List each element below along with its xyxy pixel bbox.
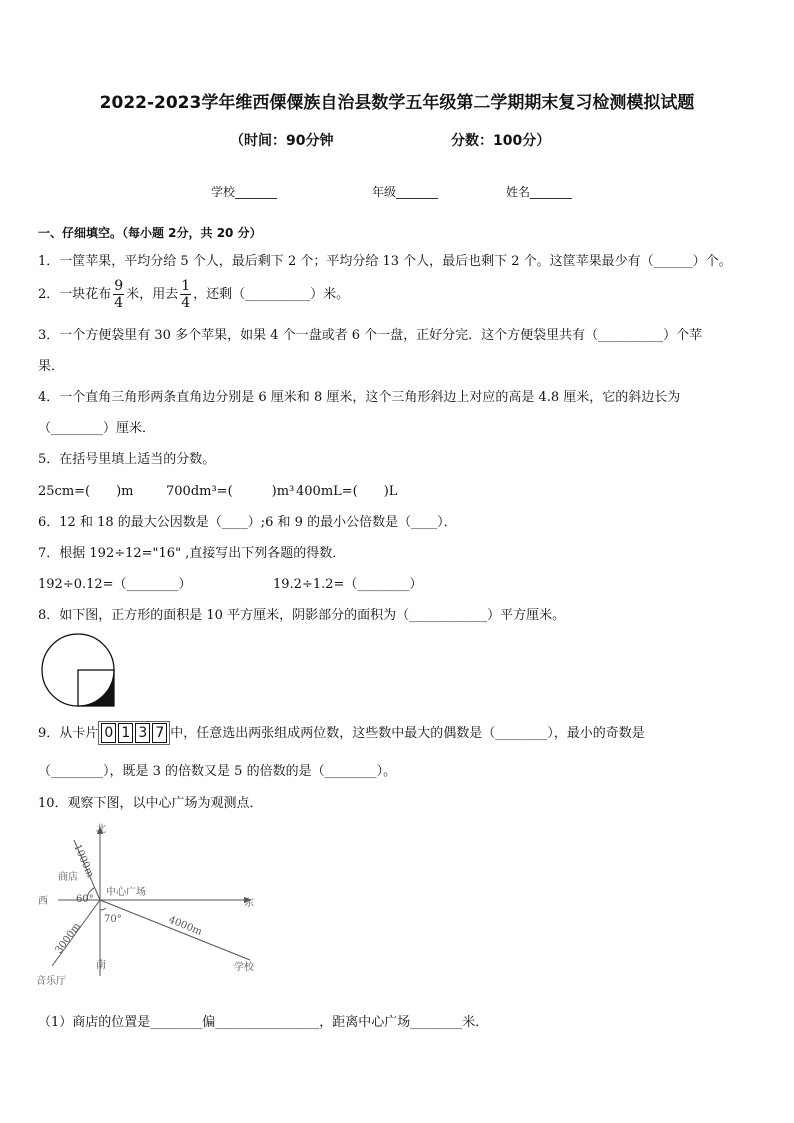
question-3-line1: 3．一个方便袋里有 30 多个苹果，如果 4 个一盘或者 6 个一盘，正好分完．这个方便袋里共有（__________）个苹 — [38, 328, 703, 343]
question-9-line1: 9．从卡片 0 1 3 7 中，任意选出两张组成两位数，这些数中最大的偶数是（________），最小的奇数是 — [38, 721, 645, 745]
south-label: 南 — [96, 960, 106, 971]
question-8: 8．如下图，正方形的面积是 10 平方厘米，阴影部分的面积为（____________）平方厘米。 — [38, 608, 566, 623]
q2-pre: 2．一块花布 — [38, 287, 112, 302]
question-1: 1．一筐苹果，平均分给 5 个人，最后剩下 2 个；平均分给 13 个人，最后也剩下 2 个。这筐苹果最少有（______）个。 — [38, 254, 732, 269]
angle-70: 70° — [104, 914, 122, 925]
direction-map — [28, 818, 278, 993]
question-6: 6．12 和 18 的最大公因数是（____）;6 和 9 的最小公倍数是（____）． — [38, 515, 457, 530]
question-10-part-1: （1）商店的位置是________偏________________，距离中心广场________米． — [38, 1015, 489, 1030]
card-0: 0 — [101, 723, 116, 743]
fraction-9-4: $\frac{9}{4}$ — [114, 278, 124, 311]
question-3-line2: 果． — [38, 359, 65, 374]
page-title: 2022-2023学年维西傈僳族自治县数学五年级第二学期期末复习检测模拟试题 — [99, 93, 695, 113]
q2-post: ，还剩（__________）米。 — [193, 287, 350, 302]
school-field: 学校_______ — [211, 185, 278, 199]
question-9-line2: （________），既是 3 的倍数又是 5 的倍数的是（________）。 — [38, 764, 397, 779]
center-label: 中心广场 — [106, 887, 146, 898]
distance-shop: 1000m — [71, 842, 96, 880]
q7-item-b: 19.2÷1.2=（________） — [273, 577, 423, 592]
exam-time: （时间：90分钟 — [230, 133, 334, 149]
q5-item-a: 25cm=( )m — [38, 484, 134, 499]
name-field: 姓名_______ — [506, 185, 573, 199]
angle-60: 60° — [76, 894, 94, 905]
exam-score: 分数：100分） — [451, 133, 551, 149]
grade-field: 年级_______ — [372, 185, 439, 199]
school-label: 学校 — [234, 962, 254, 973]
shop-label: 商店 — [58, 872, 78, 883]
east-label: 东 — [244, 898, 254, 909]
question-4-line2: （________）厘米． — [38, 421, 156, 436]
card-3: 3 — [135, 723, 150, 743]
q7-item-a: 192÷0.12=（________） — [38, 577, 192, 592]
question-10: 10．观察下图，以中心广场为观测点． — [38, 796, 263, 811]
west-label: 西 — [38, 896, 48, 907]
card-1: 1 — [118, 723, 133, 743]
question-4-line1: 4．一个直角三角形两条直角边分别是 6 厘米和 8 厘米，这个三角形斜边上对应的高是 4.8 厘米，它的斜边长为 — [38, 390, 681, 405]
section-title: 一、仔细填空。（每小题 2分，共 20 分） — [38, 226, 262, 240]
north-label: 北 — [96, 824, 106, 835]
question-7: 7．根据 192÷12="16" ,直接写出下列各题的得数． — [38, 546, 346, 561]
circle-square-figure — [38, 630, 122, 710]
fraction-1-4: $\frac{1}{4}$ — [181, 278, 191, 311]
question-5: 5．在括号里填上适当的分数。 — [38, 452, 216, 467]
card-7: 7 — [152, 723, 167, 743]
concert-label: 音乐厅 — [36, 976, 66, 987]
number-cards — [98, 721, 170, 745]
distance-concert: 3000m — [53, 921, 83, 956]
question-2 — [38, 278, 349, 311]
q5-item-c: 400mL=( )L — [296, 484, 398, 499]
distance-school: 4000m — [166, 914, 204, 938]
q2-mid: 米，用去 — [126, 287, 179, 302]
q5-item-b: 700dm³=( )m³ — [166, 484, 295, 499]
